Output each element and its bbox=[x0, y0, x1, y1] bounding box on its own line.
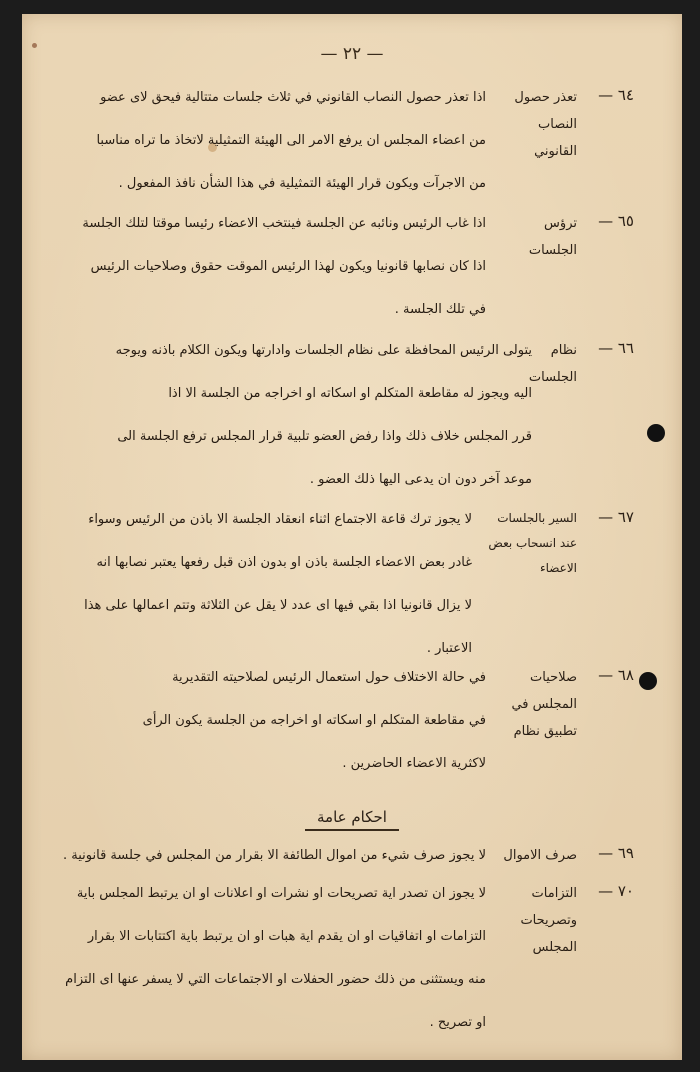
article-label: صلاحيات المجلس في تطبيق نظام bbox=[511, 670, 577, 739]
article-body bbox=[58, 86, 486, 215]
article-number: ٦٧ — bbox=[598, 508, 634, 526]
text-line: منه ويستثنى من ذلك حضور الحفلات او الاجتماعات التي لا يسفر عنها اى التزام bbox=[65, 972, 486, 987]
text-line: اذا تعذر حصول النصاب القانوني في ثلاث جلسات متتالية فيحق لاى عضو bbox=[100, 90, 486, 105]
page-number: — ٢٢ — bbox=[320, 44, 384, 64]
text-line: لا يجوز ان تصدر اية تصريحات او نشرات او اعلانات او ان يرتبط المجلس باية bbox=[76, 886, 486, 901]
punch-hole bbox=[639, 672, 657, 690]
article-number: ٦٦ — bbox=[598, 339, 634, 357]
punch-hole bbox=[647, 424, 665, 442]
article-label: السير بالجلسات عند انسحاب بعض الاعضاء bbox=[488, 511, 577, 575]
text-line: في حالة الاختلاف حول استعمال الرئيس لصلاحيته التقديرية bbox=[172, 670, 486, 685]
article-label: نظام الجلسات bbox=[528, 343, 577, 385]
article-label: ترؤس الجلسات bbox=[528, 216, 577, 258]
text-line: التزامات او اتفاقيات او ان يقدم اية هبات او ان يرتبط باية اكتتابات الا بقرار bbox=[87, 929, 486, 944]
text-line: غادر بعض الاعضاء الجلسة باذن او بدون اذن قبل رفعها يعتبر نصابها انه bbox=[96, 555, 472, 570]
text-line: من الاجرآت ويكون قرار الهيئة التمثيلية في هذا الشأن نافذ المفعول . bbox=[118, 176, 486, 191]
article-number: ٧٠ — bbox=[598, 882, 634, 900]
text-line: اليه ويجوز له مقاطعة المتكلم او اسكاته او اخراجه من الجلسة الا اذا bbox=[168, 386, 532, 401]
text-line: لاكثرية الاعضاء الحاضرين . bbox=[342, 756, 486, 771]
text-line: موعد آخر دون ان يدعى اليها ذلك العضو . bbox=[309, 472, 532, 487]
document-page bbox=[22, 14, 682, 1060]
section-heading-text: احكام عامة bbox=[305, 808, 399, 831]
article-body bbox=[58, 339, 532, 511]
article-body bbox=[54, 882, 486, 1054]
text-line: قرر المجلس خلاف ذلك واذا رفض العضو تلبية قرار المجلس ترفع الجلسة الى bbox=[117, 429, 532, 444]
article-body bbox=[58, 844, 486, 887]
text-line: من اعضاء المجلس ان يرفع الامر الى الهيئة التمثيلية لاتخاذ ما تراه مناسبا bbox=[96, 133, 486, 148]
text-line: اذا كان نصابها قانونيا ويكون لهذا الرئيس الموقت حقوق وصلاحيات الرئيس bbox=[90, 259, 486, 274]
article-number: ٦٩ — bbox=[598, 844, 634, 862]
article-body bbox=[58, 508, 472, 680]
article-label: التزامات وتصريحات المجلس bbox=[520, 886, 577, 955]
text-line: في مقاطعة المتكلم او اسكاته او اخراجه من الجلسة يكون الرأى bbox=[142, 713, 486, 728]
article-body bbox=[58, 212, 486, 341]
text-line: في تلك الجلسة . bbox=[394, 302, 486, 317]
article-number: ٦٤ — bbox=[598, 86, 634, 104]
article-number: ٦٨ — bbox=[598, 666, 634, 684]
text-line: لا يجوز ترك قاعة الاجتماع اثناء انعقاد الجلسة الا باذن من الرئيس وسواء bbox=[88, 512, 472, 527]
article-number: ٦٥ — bbox=[598, 212, 634, 230]
text-line: لا يزال قانونيا اذا بقي فيها اى عدد لا يقل عن الثلاثة وتتم اعمالها على هذا bbox=[84, 598, 472, 613]
text-line: اذا غاب الرئيس ونائبه عن الجلسة فينتخب الاعضاء رئيسا موقتا لتلك الجلسة bbox=[82, 216, 486, 231]
article-body bbox=[86, 666, 486, 795]
text-line: لا يجوز صرف شيء من اموال الطائفة الا بقرار من المجلس في جلسة قانونية . bbox=[63, 848, 486, 863]
text-line: يتولى الرئيس المحافظة على نظام الجلسات وادارتها ويكون الكلام باذنه ويوجه bbox=[115, 343, 532, 358]
text-line: او تصريح . bbox=[429, 1015, 486, 1030]
article-label: صرف الاموال bbox=[503, 848, 577, 863]
text-line: الاعتبار . bbox=[426, 641, 472, 656]
section-heading bbox=[22, 808, 682, 826]
article-label: تعذر حصول النصاب القانوني bbox=[514, 90, 577, 159]
